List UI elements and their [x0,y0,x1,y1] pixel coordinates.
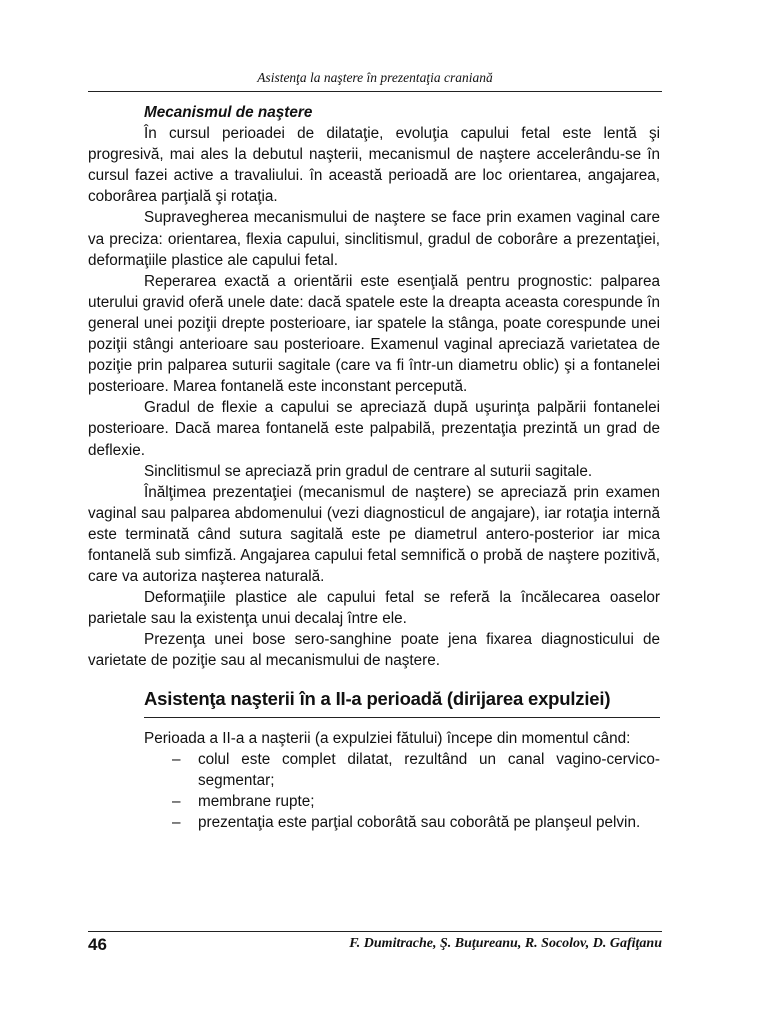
list-item-text: colul este complet dilatat, rezultând un canal vagino-cervico-segmentar; [198,750,660,789]
paragraph: Înălţimea prezentaţiei (mecanismul de naştere) se apreciază prin examen vaginal sau palparea abdomenului (vezi diagnosticul de angajare), iar rotaţia internă este terminată când sutura sagitală este pe diametrul antero-posterior iar mica fontanelă sub simfiză. Angajarea capului fetal semnifică o probă de naştere pozitivă, care va autoriza naşterea naturală. [88,483,660,586]
section-heading-asistenta: Asistenţa naşterii în a II-a perioadă (dirijarea expulziei) [144,688,660,718]
list-item-text: membrane rupte; [198,792,315,810]
list-item [88,749,660,791]
list-item-text: prezentaţia este parţial coborâtă sau coborâtă pe planşeul pelvin. [198,813,641,831]
section-intro: Perioada a II-a a naşterii (a expulziei fătului) începe din momentul când: [144,729,631,747]
running-header: Asistenţa la naştere în prezentaţia craniană [257,70,493,85]
section-title-mecanismul: Mecanismul de naştere [144,104,313,121]
list-item [88,791,660,812]
footer-rule [88,931,662,932]
dash-marker: – [172,792,181,810]
dash-marker: – [172,813,181,831]
paragraph: Prezenţa unei bose sero-sanghine poate jena fixarea diagnosticului de varietate de poziţie sau al mecanismului de naştere. [88,631,660,670]
paragraph: Deformaţiile plastice ale capului fetal se referă la încălecarea oaselor parietale sau la existenţa unui decalaj între ele. [88,589,660,628]
condition-list [88,749,660,833]
paragraph: Gradul de flexie a capului se apreciază după uşurinţa palpării fontanelei posterioare. Dacă marea fontanelă este palpabilă, prezentaţia prezintă un grad de deflexie. [88,399,660,459]
footer-authors: F. Dumitrache, Ş. Buţureanu, R. Socolov, D. Gafiţanu [349,936,662,951]
paragraph: În cursul perioadei de dilataţie, evoluţia capului fetal este lentă şi progresivă, mai ales la debutul naşterii, mecanismul de naştere accelerându-se în cursul fazei active a travaliului. în această perioadă are loc orientarea, angajarea, coborârea parţială şi rotaţia. [88,125,660,206]
paragraph: Sinclitismul se apreciază prin gradul de centrare al suturii sagitale. [144,462,593,480]
paragraph: Reperarea exactă a orientării este esenţială pentru prognostic: palparea uterului gravid oferă unele date: dacă spatele este la dreapta aceasta corespunde în general unei poziţii drepte posterioare, iar spatele la stânga, poate corespunde unei poziţii stângi anterioare sau posterioare. Examenul vaginal apreciază varietatea de poziţie prin palparea suturii sagitale (care va fi într-un diametru oblic) şi a fontanelei posterioare. Marea fontanelă este inconstant percepută. [88,272,660,396]
dash-marker: – [172,750,181,768]
page-number: 46 [88,935,107,954]
list-item [88,812,660,833]
page-content [88,102,660,833]
paragraph: Supravegherea mecanismului de naştere se face prin examen vaginal care va preciza: orientarea, flexia capului, sinclitismul, gradul de coborâre a prezentaţiei, deformaţiile plastice ale capului fetal. [88,209,660,269]
header-rule [88,91,662,92]
